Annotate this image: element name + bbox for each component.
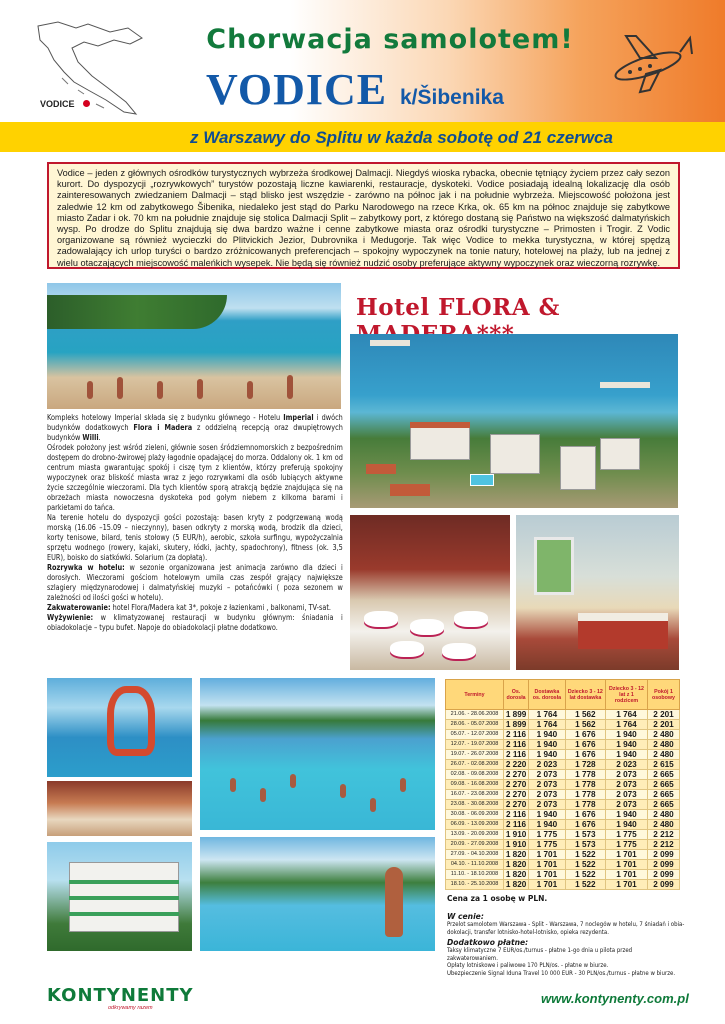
price-cell: 1 676 [565,810,605,820]
price-term-cell: 18.10. - 25.10.2008 [446,880,504,890]
price-cell: 2 270 [504,780,529,790]
price-row [446,770,680,780]
price-cell: 2 201 [647,720,679,730]
price-cell: 1 522 [565,870,605,880]
restaurant-photo [350,515,510,670]
header-banner [0,0,725,122]
price-cell: 2 480 [647,740,679,750]
price-cell: 2 201 [647,710,679,720]
hotel-aerial-photo [350,334,678,508]
extra-label: Dodatkowo płatne: [447,938,529,948]
price-cell: 1 940 [606,750,648,760]
price-cell: 1 562 [565,720,605,730]
price-cell: 1 940 [529,740,566,750]
price-cell: 2 099 [647,880,679,890]
price-term-cell: 26.07. - 02.08.2008 [446,760,504,770]
price-table [445,679,680,890]
price-cell: 1 676 [565,740,605,750]
included-line: Przelot samolotem Warszawa - Split - Warszawa, 7 noclegów w hotelu, 7 śniadań i obia- [447,921,685,928]
price-cell: 2 665 [647,800,679,810]
price-cell: 1 701 [529,860,566,870]
price-cell: 1 820 [504,880,529,890]
price-row [446,810,680,820]
intro-box [47,162,680,269]
price-row [446,820,680,830]
price-cell: 1 778 [565,800,605,810]
desc-paragraph: Na terenie hotelu do dyspozycji gości pozostają: basen kryty z podgrzewaną wodą morską (16.06 –15.09 – nieczynny), basen odkryty z morską wodą, brodzik dla dzieci, korty tenisowe, bilard, tenis stołowy (5 EUR/h), aerobic, szkoła surfingu, wypożyczalnia sprzętu wodnego (rowery, kajaki, skutery, łódki, jachty, spadochrony), fitness (ok. 3,5 EUR), boisko do siatkówki. Solarium (za dopłatą). [47,513,343,562]
kontynenty-logo: KONTYNENTY [47,985,194,1006]
price-term-cell: 30.08. - 06.09.2008 [446,810,504,820]
price-cell: 1 701 [529,880,566,890]
price-column-header: Dostawka os. dorosła [529,680,566,710]
price-term-cell: 04.10. - 11.10.2008 [446,860,504,870]
price-column-header: Dziecko 3 - 12 lat dostawka [565,680,605,710]
price-cell: 2 116 [504,740,529,750]
price-row [446,860,680,870]
price-cell: 1 940 [529,750,566,760]
hotel-title: Hotel FLORA & [356,294,560,321]
price-cell: 1 701 [529,870,566,880]
price-notes [447,910,685,978]
price-cell: 1 820 [504,850,529,860]
price-row [446,830,680,840]
price-column-header: Os. dorosła [504,680,529,710]
price-cell: 2 073 [606,780,648,790]
price-cell: 1 940 [606,810,648,820]
price-cell: 2 615 [647,760,679,770]
price-cell: 1 701 [606,860,648,870]
price-cell: 2 073 [529,790,566,800]
outdoor-pool-photo [200,837,435,951]
price-row [446,840,680,850]
intro-text: Vodice – jeden z głównych ośrodków turystycznych wybrzeża środkowej Dalmacji. Niegdyś wioska rybacka, obecnie tętniący życiem przez cały sezon kurort. Do dyspozycji „rozrywkowych” turystów pozostają liczne kawiarenki, restauracje, dyskoteki. Vodice posiadają idealną lokalizację dla osób zainteresowanych zwiedzaniem Dalmacji – stąd blisko jest wszędzie - zarówno na północ jak i na południe wybrzeża. Miejscowość położona jest zaledwie 12 km od zabytkowego Šibenika, niedaleko jest stąd do Parku Narodowego na rzece Krka, ok. 65 km na północ znajduje się zabytkowe miasto Zadar i ok. 70 km na południe znajduje się stolica Dalmacji Split – zabytkowy port, z którego dostaną się Państwo na większość dalmatyńskich wysp. Po drodze do Splitu znajdują się dwa bardzo ważne i cenne zabytkowe miasta oraz ośrodki turystyczne – Primosten i Trogir. Z Vodic organizowane są również wycieczki do Plitvickich Jezior, Dubrovnika i Medugorje. Tak więc Vodice to mekka turystyczna, w której spędzą zadowalający ich urlop turyści o bardzo zróżnicowanych preferencjach – spokojny wypoczynek na tonie natury, hotelowej na plaży, lub na jednej z wielu otaczających miejscowość maleńkich wysepek. Nie będą się również nudzić osoby preferujące aktywny wypoczynek oraz wieczorną rozrywkę. [57,168,670,268]
price-cell: 1 775 [529,840,566,850]
price-row [446,720,680,730]
price-cell: 1 522 [565,880,605,890]
price-term-cell: 28.06. - 05.07.2008 [446,720,504,730]
price-cell: 1 522 [565,860,605,870]
price-row [446,740,680,750]
price-cell: 1 522 [565,850,605,860]
price-cell: 1 940 [606,730,648,740]
price-cell: 2 116 [504,820,529,830]
price-table-header [446,680,680,710]
extra-line: Ubezpieczenie Signal Iduna Travel 10 000 EUR - 30 PLN/os./turnus - płatne w biurze. [447,969,676,977]
price-cell: 1 899 [504,710,529,720]
price-term-cell: 23.08. - 30.08.2008 [446,800,504,810]
price-cell: 2 116 [504,750,529,760]
hotel-building-photo [47,842,192,951]
dining-photo [47,781,192,836]
price-cell: 2 665 [647,780,679,790]
price-cell: 2 116 [504,730,529,740]
price-column-header: Pokój 1 osobowy [647,680,679,710]
price-cell: 1 728 [565,760,605,770]
price-cell: 1 676 [565,750,605,760]
map-location-marker [83,100,90,107]
logo-tagline: odkrywamy razem [108,1005,153,1011]
price-cell: 1 701 [606,880,648,890]
price-cell: 1 701 [606,870,648,880]
water-slide-photo [47,678,192,777]
hotel-room-photo [516,515,679,670]
desc-paragraph: Ośrodek położony jest wśród zieleni, głównie sosen śródziemnomorskich z bezpośrednim dostępem do drobno-żwirowej plaży łagodnie opadającej do morza. Oddalony ok. 1 km od centrum miasta gwarantując spokój i ciszę tym z klientów, którzy preferują spokojny wypoczynek oraz bliskość miasta wraz z jego rozrywkami dla osób lubiących aktywne życie szczególnie wieczorami. Dla tych klientów sporą atrakcją będzie znajdująca się na obrzeżach miasta nowoczesna dyskoteka pod gołym niebem z kilkoma barami i parkietami do tańca. [47,443,343,512]
price-cell: 2 073 [606,770,648,780]
price-cell: 1 701 [606,850,648,860]
price-term-cell: 21.06. - 28.06.2008 [446,710,504,720]
hotel-description [47,413,343,675]
price-term-cell: 11.10. - 18.10.2008 [446,870,504,880]
price-cell: 1 910 [504,840,529,850]
desc-paragraph: Rozrywka w hotelu: w sezonie organizowana jest animacja zarówno dla dzieci i dorosłych. Wieczorami gościom hotelowym umila czas zespół grający największe szlagiery międzynarodowej i dalmatyńskiej muzyki – potańcówki ( poza sezonem w zależności od ilości gości w hotelu). [47,563,343,602]
price-cell: 1 778 [565,770,605,780]
price-cell: 2 480 [647,820,679,830]
price-cell: 1 940 [529,820,566,830]
price-row [446,760,680,770]
price-cell: 2 480 [647,730,679,740]
price-row [446,790,680,800]
extra-line: Opłaty lotniskowe i paliwowe 170 PLN/os. - płatne w biurze. [447,962,609,970]
price-cell: 1 764 [529,720,566,730]
price-cell: 2 665 [647,770,679,780]
price-cell: 1 899 [504,720,529,730]
price-cell: 2 480 [647,810,679,820]
price-cell: 1 562 [565,710,605,720]
map-city-label: VODICE [40,99,75,109]
flight-info: z Warszawy do Splitu w każda sobotę od 21 czerwca [190,128,613,147]
price-cell: 1 820 [504,860,529,870]
price-cell: 1 676 [565,730,605,740]
included-line: dokolacji, transfer lotnisko-hotel-lotnisko, opieka rezydenta. [447,928,609,936]
price-cell: 1 940 [529,810,566,820]
price-row [446,880,680,890]
price-cell: 1 820 [504,870,529,880]
price-cell: 1 940 [529,730,566,740]
region-name: k/Šibenika [400,86,504,109]
price-row [446,780,680,790]
price-cell: 2 099 [647,870,679,880]
price-cell: 2 073 [529,780,566,790]
price-term-cell: 06.09. - 13.09.2008 [446,820,504,830]
price-cell: 1 701 [529,850,566,860]
price-cell: 2 212 [647,840,679,850]
beach-photo [47,283,341,409]
price-cell: 1 775 [606,830,648,840]
price-cell: 1 910 [504,830,529,840]
price-row [446,710,680,720]
desc-paragraph: Zakwaterowanie: hotel Flora/Madera kat 3*, pokoje z łazienkami , balkonami, TV-sat. [47,603,332,612]
price-term-cell: 16.07. - 23.08.2008 [446,790,504,800]
price-term-cell: 20.09. - 27.09.2008 [446,840,504,850]
price-cell: 2 270 [504,790,529,800]
price-cell: 2 220 [504,760,529,770]
price-cell: 1 940 [606,740,648,750]
price-cell: 2 073 [606,800,648,810]
price-cell: 2 270 [504,770,529,780]
price-term-cell: 09.08. - 16.08.2008 [446,780,504,790]
price-term-cell: 19.07. - 26.07.2008 [446,750,504,760]
price-table-body [446,710,680,890]
price-cell: 1 764 [606,720,648,730]
price-term-cell: 12.07. - 19.07.2008 [446,740,504,750]
price-cell: 2 212 [647,830,679,840]
price-cell: 2 073 [529,800,566,810]
price-row [446,870,680,880]
price-cell: 1 940 [606,820,648,830]
price-cell: 1 676 [565,820,605,830]
price-term-cell: 13.09. - 20.09.2008 [446,830,504,840]
price-cell: 1 573 [565,840,605,850]
price-row [446,750,680,760]
price-cell: 1 775 [529,830,566,840]
page-title: Chorwacja samolotem! [206,24,574,55]
airplane-icon [596,28,696,96]
price-column-header: Dziecko 3 - 12 lat z 1 rodzicem [606,680,648,710]
price-cell: 1 764 [529,710,566,720]
website-link[interactable]: www.kontynenty.com.pl [541,991,689,1006]
price-cell: 1 778 [565,780,605,790]
included-label: W cenie: [447,912,484,921]
price-cell: 2 099 [647,850,679,860]
desc-paragraph: Wyżywienie: w klimatyzowanej restauracji w budynku głównym: śniadania i obiadokolacje – typu bufet. Napoje do obiadokolacji płatne dodatkowo. [47,613,343,632]
price-column-header: Terminy [446,680,504,710]
price-cell: 1 573 [565,830,605,840]
price-cell: 2 073 [529,770,566,780]
price-cell: 2 099 [647,860,679,870]
price-unit-note: Cena za 1 osobę w PLN. [447,894,548,903]
price-row [446,730,680,740]
price-term-cell: 27.09. - 04.10.2008 [446,850,504,860]
price-term-cell: 05.07. - 12.07.2008 [446,730,504,740]
price-cell: 2 480 [647,750,679,760]
price-cell: 2 023 [529,760,566,770]
price-cell: 1 764 [606,710,648,720]
price-cell: 2 270 [504,800,529,810]
price-cell: 2 665 [647,790,679,800]
price-row [446,800,680,810]
price-cell: 1 775 [606,840,648,850]
price-cell: 2 073 [606,790,648,800]
city-name: VODICE [206,65,388,114]
price-cell: 1 778 [565,790,605,800]
extra-line: Taksy klimatyczne 7 EUR/os./turnus - płatne 1-go dnia u pilota przed zakwaterowaniem. [447,947,633,962]
pool-photo [200,678,435,830]
price-cell: 2 116 [504,810,529,820]
price-row [446,850,680,860]
price-cell: 2 023 [606,760,648,770]
desc-paragraph: Kompleks hotelowy Imperial składa się z budynku głównego - Hotelu Imperial i dwóch budynków dodatkowych Flora i Madera z oddzielną recepcją oraz dwupiętrowych budynków Willi. [47,413,343,442]
price-term-cell: 02.08. - 09.08.2008 [446,770,504,780]
